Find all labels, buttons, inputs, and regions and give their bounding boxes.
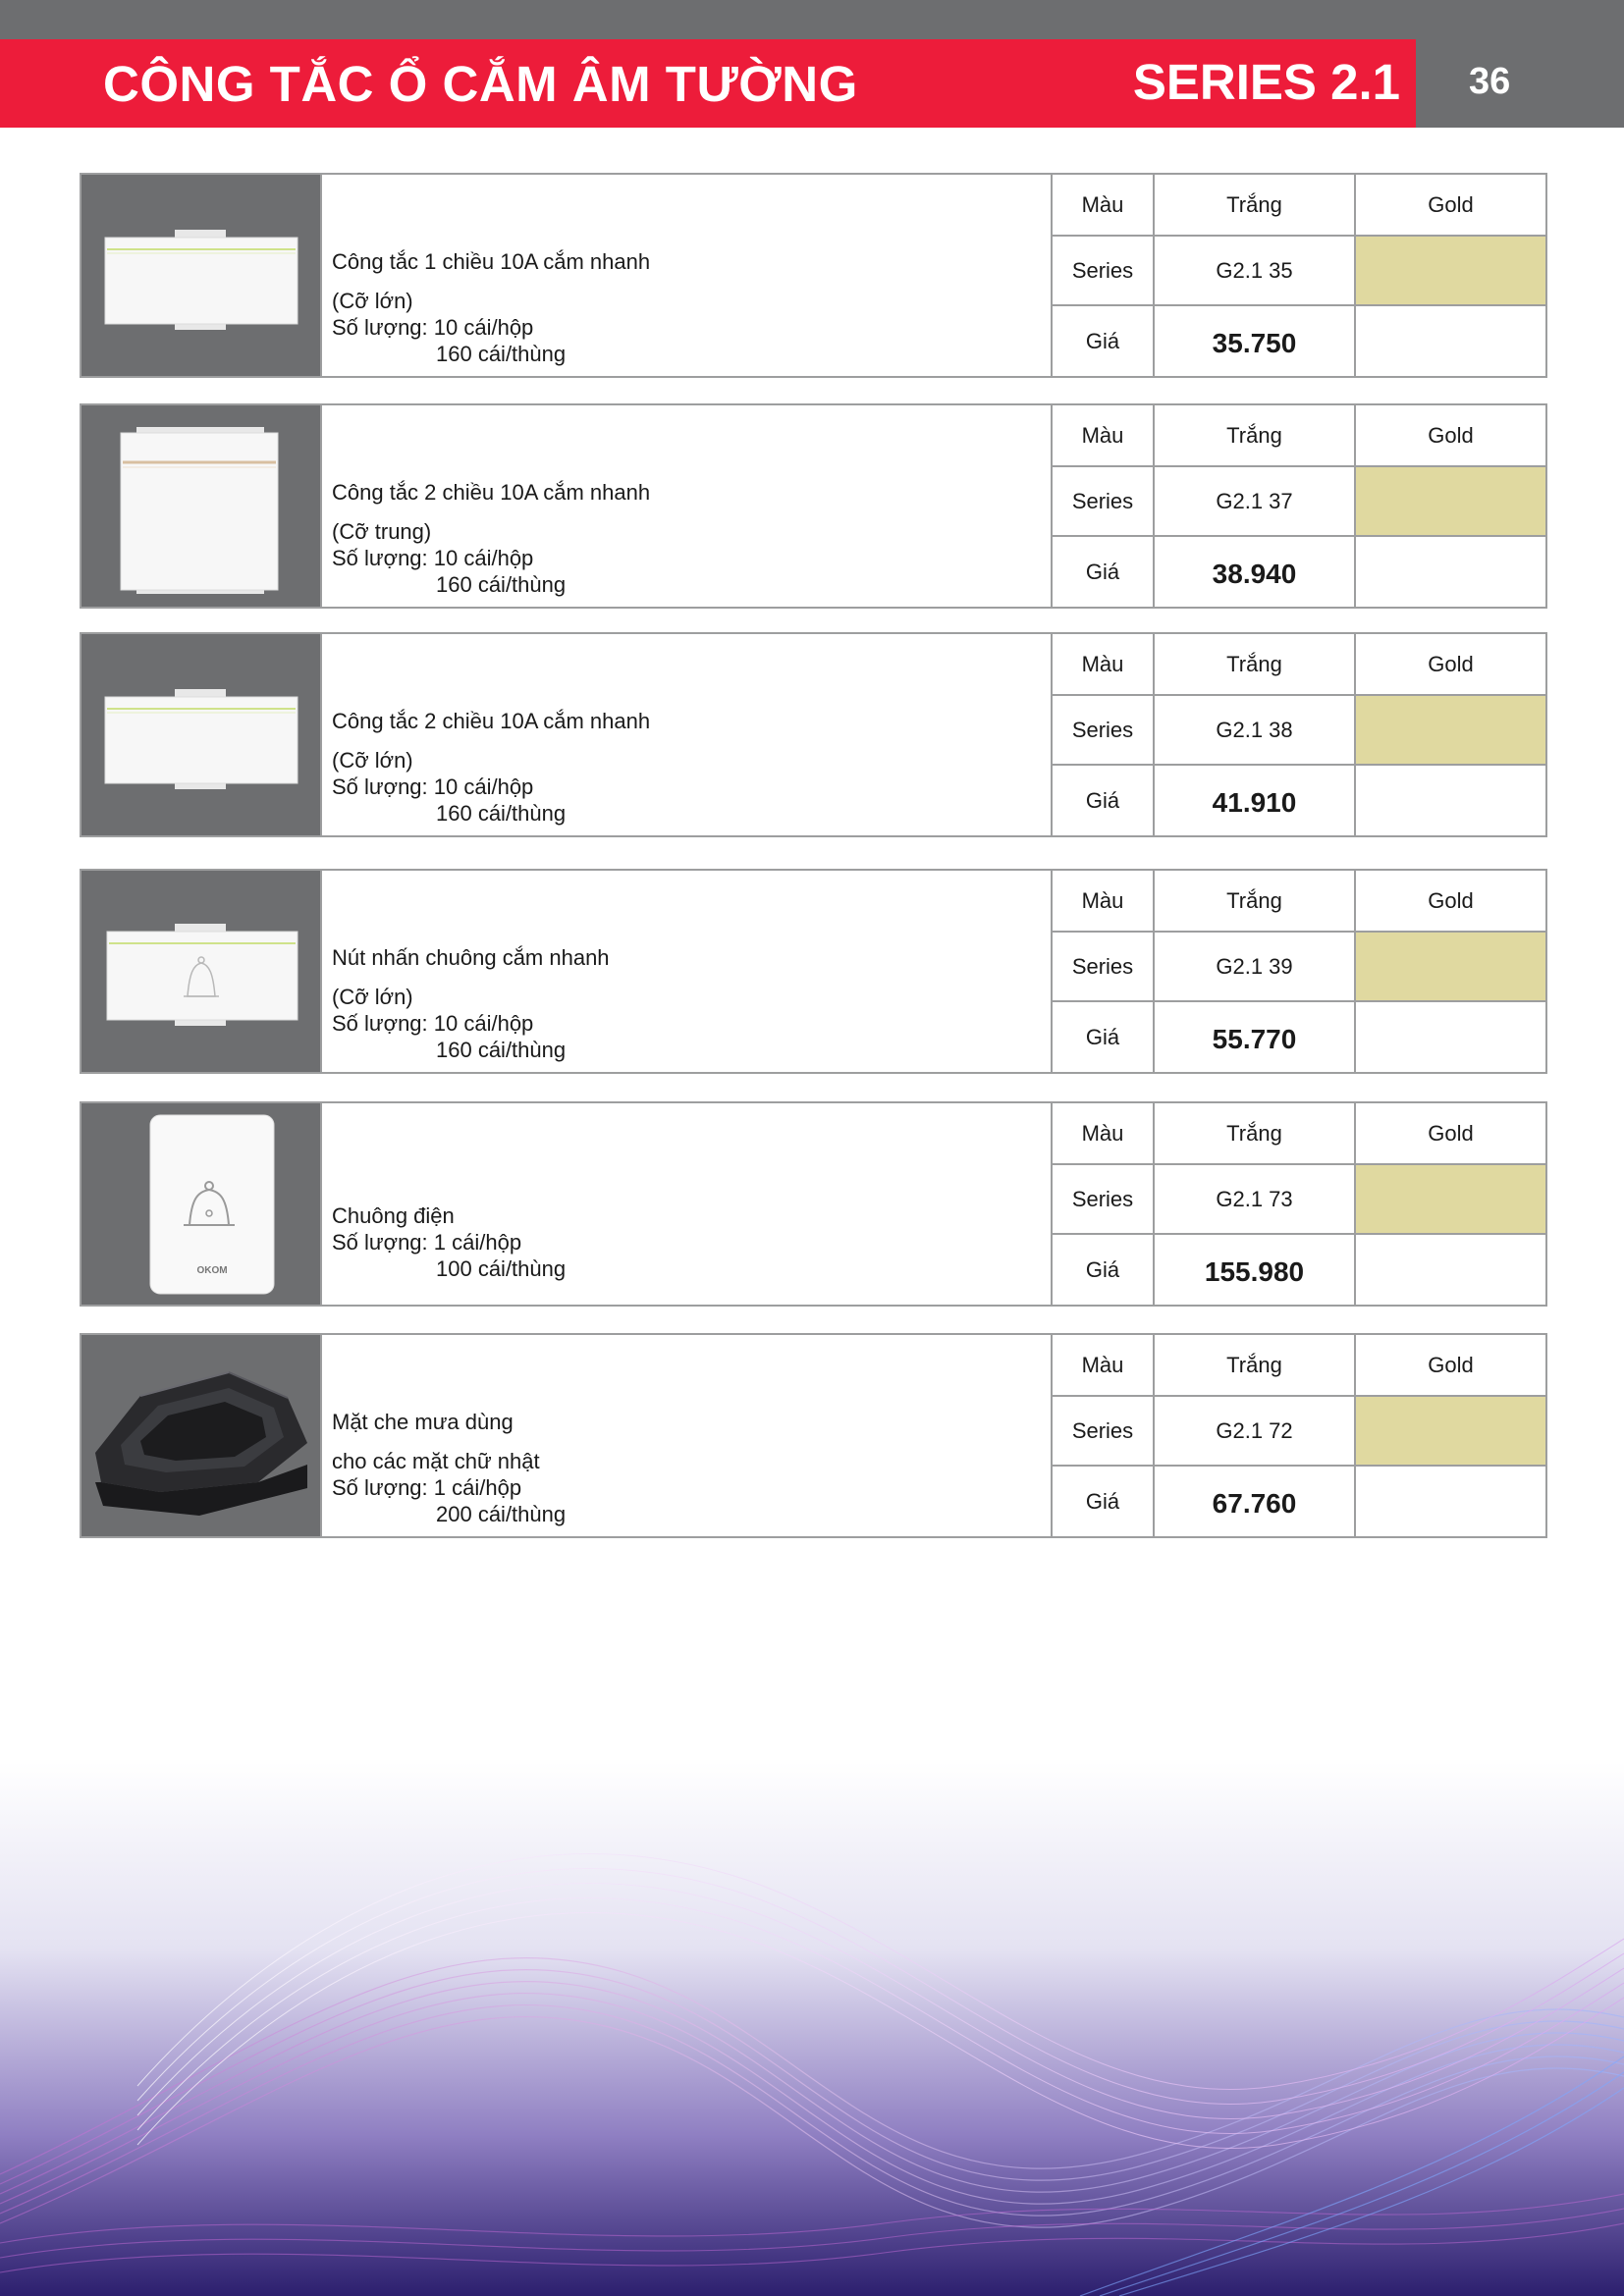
product-name: Nút nhấn chuông cắm nhanh [332,945,610,970]
product-description [320,175,1053,376]
large-switch-module-icon [81,634,320,835]
product-quantity-carton: 100 cái/thùng [436,1256,567,1281]
product-description [320,634,1053,835]
product-size: (Cỡ trung) [332,519,432,544]
product-price: 67.760 [1155,1467,1356,1536]
product-size: (Cỡ lớn) [332,289,413,313]
product-quantity: Số lượng: 10 cái/hộp [332,315,534,340]
product-image [81,1103,320,1305]
product-row [80,1101,1547,1307]
series-label: Series [1053,1397,1155,1467]
price-grid [1053,175,1545,376]
product-image [81,634,320,835]
product-image [81,1335,320,1536]
product-name: Mặt che mưa dùng [332,1410,514,1434]
gold-label: Gold [1356,871,1545,933]
series-label: Series [1053,237,1155,306]
color-label: Màu [1053,634,1155,696]
doorbell-unit-icon [81,1103,320,1305]
white-label: Trắng [1155,1335,1356,1397]
price-label: Giá [1053,1467,1155,1536]
product-description [320,405,1053,607]
gold-price-empty [1356,1235,1545,1305]
product-price: 55.770 [1155,1002,1356,1072]
product-price: 38.940 [1155,537,1356,607]
gold-price-empty [1356,1467,1545,1536]
product-code: G2.1 72 [1155,1397,1356,1467]
product-code: G2.1 73 [1155,1165,1356,1235]
gold-price-empty [1356,1002,1545,1072]
color-label: Màu [1053,871,1155,933]
series-label: Series [1053,696,1155,766]
product-quantity-carton: 160 cái/thùng [436,572,567,597]
bell-button-module-icon [81,871,320,1072]
product-quantity: Số lượng: 10 cái/hộp [332,774,534,799]
gold-price-empty [1356,306,1545,376]
product-row [80,1333,1547,1538]
product-description [320,1103,1053,1305]
product-description [320,1335,1053,1536]
price-label: Giá [1053,1002,1155,1072]
product-code: G2.1 37 [1155,467,1356,537]
product-quantity-carton: 160 cái/thùng [436,342,567,366]
series-label: Series [1053,467,1155,537]
price-grid [1053,405,1545,607]
rain-cover-icon [81,1335,320,1536]
price-label: Giá [1053,537,1155,607]
large-switch-module-icon [81,175,320,376]
product-quantity: Số lượng: 10 cái/hộp [332,546,534,570]
price-grid [1053,634,1545,835]
product-name: Công tắc 2 chiều 10A cắm nhanh [332,709,651,733]
product-name: Công tắc 2 chiều 10A cắm nhanh [332,480,651,505]
gold-swatch [1356,237,1545,306]
product-size: (Cỡ lớn) [332,985,413,1009]
product-row [80,869,1547,1074]
price-label: Giá [1053,766,1155,835]
product-row [80,173,1547,378]
gold-swatch [1356,933,1545,1002]
price-grid [1053,1335,1545,1536]
product-price: 155.980 [1155,1235,1356,1305]
price-label: Giá [1053,1235,1155,1305]
medium-switch-module-icon [81,405,320,607]
product-price: 35.750 [1155,306,1356,376]
gold-label: Gold [1356,634,1545,696]
gold-price-empty [1356,537,1545,607]
page-number: 36 [1469,61,1511,102]
gold-label: Gold [1356,175,1545,237]
product-image [81,175,320,376]
gold-label: Gold [1356,1335,1545,1397]
product-row [80,632,1547,837]
series-label: Series [1053,933,1155,1002]
product-image [81,871,320,1072]
white-label: Trắng [1155,1103,1356,1165]
product-quantity-carton: 160 cái/thùng [436,801,567,826]
product-size: (Cỡ lớn) [332,748,413,773]
product-code: G2.1 39 [1155,933,1356,1002]
color-label: Màu [1053,175,1155,237]
gold-swatch [1356,1397,1545,1467]
product-quantity-carton: 160 cái/thùng [436,1038,567,1062]
white-label: Trắng [1155,634,1356,696]
product-image [81,405,320,607]
color-label: Màu [1053,1103,1155,1165]
product-name: Công tắc 1 chiều 10A cắm nhanh [332,249,651,274]
product-price: 41.910 [1155,766,1356,835]
gold-swatch [1356,696,1545,766]
white-label: Trắng [1155,405,1356,467]
product-quantity-carton: 200 cái/thùng [436,1502,567,1526]
gold-label: Gold [1356,1103,1545,1165]
product-code: G2.1 38 [1155,696,1356,766]
price-grid [1053,1103,1545,1305]
white-label: Trắng [1155,871,1356,933]
gold-swatch [1356,467,1545,537]
product-name: Chuông điện [332,1203,455,1228]
product-quantity: Số lượng: 1 cái/hộp [332,1475,522,1500]
price-grid [1053,871,1545,1072]
top-band [0,0,1624,39]
white-label: Trắng [1155,175,1356,237]
product-description [320,871,1053,1072]
background-wave-art [0,1762,1624,2296]
product-row [80,403,1547,609]
gold-swatch [1356,1165,1545,1235]
product-usage: cho các mặt chữ nhật [332,1449,540,1473]
color-label: Màu [1053,405,1155,467]
price-label: Giá [1053,306,1155,376]
page-title: CÔNG TẮC Ổ CẮM ÂM TƯỜNG [103,56,858,112]
page-number-box [1416,39,1624,128]
doorbell-brand-label: OKOM [196,1265,228,1276]
series-label: Series [1053,1165,1155,1235]
product-quantity: Số lượng: 10 cái/hộp [332,1011,534,1036]
gold-price-empty [1356,766,1545,835]
color-label: Màu [1053,1335,1155,1397]
gold-label: Gold [1356,405,1545,467]
series-title: SERIES 2.1 [1132,54,1400,110]
product-quantity: Số lượng: 1 cái/hộp [332,1230,522,1255]
product-code: G2.1 35 [1155,237,1356,306]
